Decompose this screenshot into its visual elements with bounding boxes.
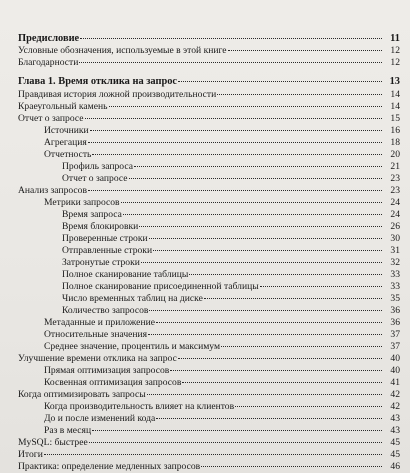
toc-entry [18, 56, 400, 69]
dot-leader [44, 454, 382, 455]
toc-entry-page: 40 [390, 353, 400, 364]
dot-leader [149, 238, 382, 239]
dot-leader [170, 370, 382, 371]
toc-entry-page: 31 [390, 245, 400, 256]
toc-entry-page: 45 [390, 449, 400, 460]
toc-entry-page: 20 [390, 149, 400, 160]
dot-leader [204, 298, 382, 299]
dot-leader [189, 274, 382, 275]
dot-leader [228, 50, 382, 51]
toc-entry-title: Отчет о запросе [62, 173, 128, 184]
toc-entry-page: 37 [390, 329, 400, 340]
toc-entry-title: Среднее значение, процентиль и максимум [44, 341, 221, 352]
toc-entry-title: Когда оптимизировать запросы [18, 389, 146, 400]
dot-leader [88, 142, 382, 143]
toc-entry-title: Благодарности [18, 57, 79, 68]
dot-leader [129, 178, 382, 179]
toc-entry-title: Отчетность [44, 149, 92, 160]
dot-leader [109, 106, 382, 107]
toc-entry-title: До и после изменений кода [44, 413, 156, 424]
toc-entry-title: Профиль запроса [62, 161, 133, 172]
dot-leader [123, 214, 382, 215]
dot-leader [221, 346, 382, 347]
dot-leader [178, 81, 382, 82]
toc-entry-page: 23 [390, 185, 400, 196]
toc-entry-page: 42 [390, 389, 400, 400]
toc-entry [18, 460, 400, 473]
toc-entry-page: 14 [390, 101, 400, 112]
toc-entry-page: 15 [390, 113, 400, 124]
toc-entry-title: Когда производительность влияет на клиентов [44, 401, 235, 412]
toc-entry-title: Источники [44, 125, 89, 136]
toc-entry-page: 36 [390, 305, 400, 316]
dot-leader [85, 118, 382, 119]
toc-entry-page: 33 [390, 269, 400, 280]
toc-entry-page: 40 [390, 365, 400, 376]
toc-entry-page: 23 [390, 173, 400, 184]
dot-leader [141, 262, 382, 263]
toc-entry-title: Краеугольный камень [18, 101, 108, 112]
toc-entry-title: Прямая оптимизация запросов [44, 365, 170, 376]
toc-entry-title: Отчет о запросе [18, 113, 84, 124]
dot-leader [139, 226, 382, 227]
toc-entry-page: 41 [390, 377, 400, 388]
toc-entry-page: 24 [390, 197, 400, 208]
toc-entry-title: Число временных таблиц на диске [62, 293, 203, 304]
toc-entry-page: 33 [390, 281, 400, 292]
toc-entry-page: 16 [390, 125, 400, 136]
toc-entry-page: 21 [390, 161, 400, 172]
dot-leader [201, 466, 382, 467]
dot-leader [89, 442, 382, 443]
dot-leader [156, 322, 382, 323]
dot-leader [178, 358, 382, 359]
dot-leader [156, 418, 382, 419]
toc-entry-title: MySQL: быстрее [18, 437, 88, 448]
dot-leader [92, 430, 382, 431]
toc-entry-page: 24 [390, 209, 400, 220]
toc-entry-page: 35 [390, 293, 400, 304]
toc-entry-page: 32 [390, 257, 400, 268]
toc-entry-title: Проверенные строки [62, 233, 148, 244]
dot-leader [217, 94, 382, 95]
toc-entry-page: 36 [390, 317, 400, 328]
dot-leader [90, 130, 382, 131]
toc-entry-page: 30 [390, 233, 400, 244]
dot-leader [147, 394, 382, 395]
dot-leader [80, 38, 382, 39]
toc-entry-title: Практика: определение медленных запросов [18, 461, 201, 472]
toc-entry-title: Количество запросов [62, 305, 149, 316]
toc-entry-page: 43 [390, 413, 400, 424]
dot-leader [79, 62, 382, 63]
dot-leader [260, 286, 382, 287]
toc-entry-title: Отправленные строки [62, 245, 153, 256]
toc-entry-page: 26 [390, 221, 400, 232]
toc-entry-page: 11 [390, 33, 400, 44]
dot-leader [121, 202, 382, 203]
toc-entry-title: Анализ запросов [18, 185, 87, 196]
toc-entry-title: Косвенная оптимизация запросов [44, 377, 182, 388]
toc-entry-page: 37 [390, 341, 400, 352]
dot-leader [134, 166, 382, 167]
toc-entry-title: Агрегация [44, 137, 87, 148]
toc-entry-title: Итоги [18, 449, 43, 460]
toc-entry-title: Время запроса [62, 209, 122, 220]
dot-leader [153, 250, 382, 251]
toc-entry-page: 14 [390, 89, 400, 100]
toc-entry-page: 45 [390, 437, 400, 448]
toc-entry-title: Улучшение времени отклика на запрос [18, 353, 177, 364]
toc-entry-title: Полное сканирование таблицы [62, 269, 189, 280]
toc-entry-title: Раз в месяц [44, 425, 92, 436]
dot-leader [92, 154, 382, 155]
toc-entry-title: Предисловие [18, 33, 80, 44]
dot-leader [148, 334, 382, 335]
dot-leader [88, 190, 382, 191]
toc-entry [18, 75, 400, 88]
toc-entry-page: 18 [390, 137, 400, 148]
toc-entry-title: Глава 1. Время отклика на запрос [18, 76, 178, 87]
toc-entry-page: 13 [389, 76, 400, 87]
toc-entry-title: Метрики запросов [44, 197, 120, 208]
toc-entry-title: Правдивая история ложной производительности [18, 89, 217, 100]
toc-entry-page: 43 [390, 425, 400, 436]
toc-entry-title: Метаданные и приложение [44, 317, 155, 328]
toc-entry-page: 12 [390, 45, 400, 56]
toc-entry-title: Затронутые строки [62, 257, 140, 268]
toc-entry-title: Относительные значения [44, 329, 148, 340]
dot-leader [235, 406, 382, 407]
dot-leader [182, 382, 382, 383]
toc-entry-title: Условные обозначения, используемые в этой книге [18, 45, 227, 56]
toc-entry-title: Полное сканирование присоединенной таблицы [62, 281, 259, 292]
toc-entry-page: 46 [390, 461, 400, 472]
dot-leader [149, 310, 382, 311]
toc-entry-page: 42 [390, 401, 400, 412]
toc-entry-title: Время блокировки [62, 221, 139, 232]
toc-entry-page: 12 [390, 57, 400, 68]
